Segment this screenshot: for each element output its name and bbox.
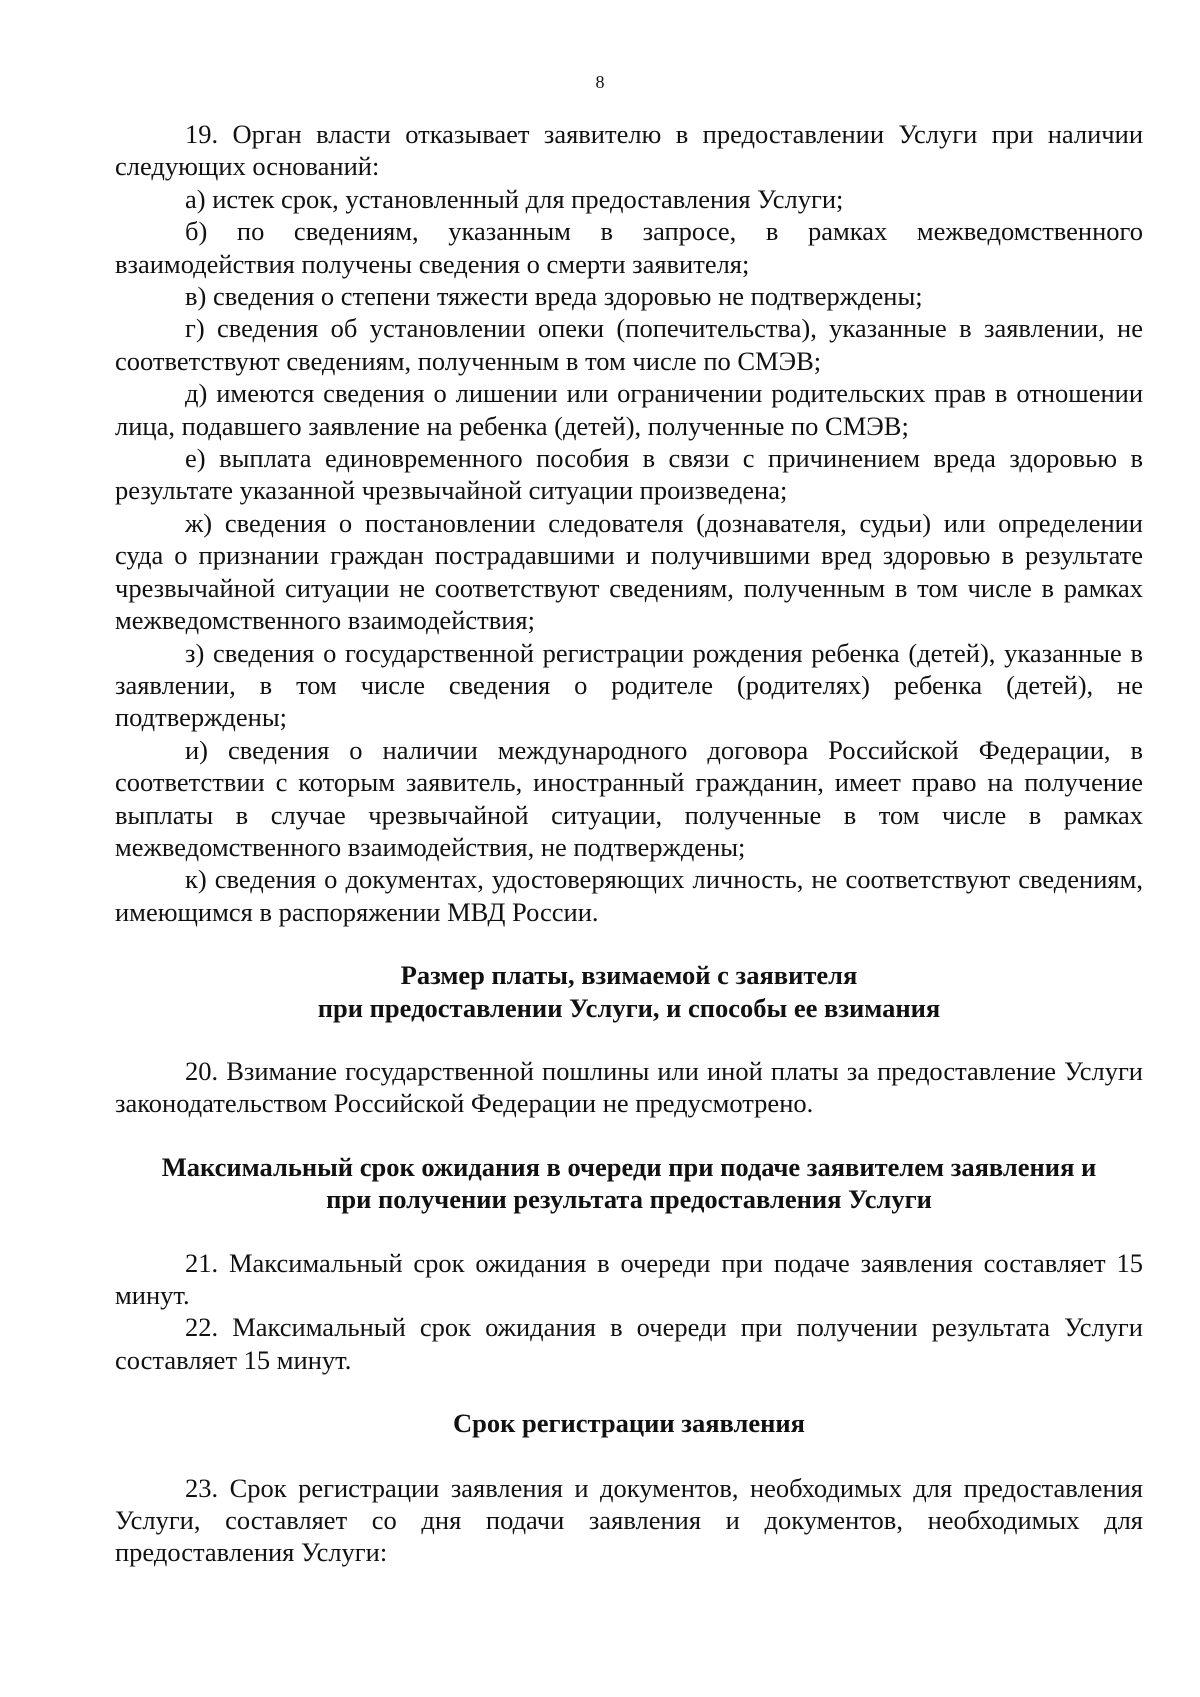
document-body xyxy=(115,118,1143,1569)
paragraph-22: 22. Максимальный срок ожидания в очереди при получении результата Услуги составляет 15 минут. xyxy=(115,1312,1143,1375)
list-item-z: з) сведения о государственной регистрации рождения ребенка (детей), указанные в заявлении, в том числе сведения о родителе (родителях) ребенка (детей), не подтверждены; xyxy=(115,637,1143,733)
list-item-g: г) сведения об установлении опеки (попечительства), указанные в заявлении, не соответствуют сведениям, полученным в том числе по СМЭВ; xyxy=(115,313,1143,376)
list-item-i: и) сведения о наличии международного договора Российской Федерации, в соответствии с которым заявитель, иностранный гражданин, имеет право на получение выплаты в случае чрезвычайной ситуации, полученные в том числе в рамках межведомственного взаимодействия, не подтверждены; xyxy=(115,734,1143,862)
section-heading-queue-line-1: Максимальный срок ожидания в очереди при подаче заявителем заявления и xyxy=(161,1151,1097,1182)
list-item-zh: ж) сведения о постановлении следователя (дознавателя, судьи) или определении суда о признании граждан пострадавшими и получившими вред здоровью в результате чрезвычайной ситуации не соответствуют сведениям, полученным в том числе в рамках межведомственного взаимодействия; xyxy=(115,507,1143,636)
section-heading-fee-line-2: при предоставлении Услуги, и способы ее взимания xyxy=(317,992,941,1023)
section-heading-queue xyxy=(115,1151,1143,1216)
paragraph-19: 19. Орган власти отказывает заявителю в предоставлении Услуги при наличии следующих оснований: xyxy=(115,119,1143,182)
list-item-k: к) сведения о документах, удостоверяющих личность, не соответствуют сведениям, имеющимся в распоряжении МВД России. xyxy=(115,864,1143,927)
section-heading-fee xyxy=(115,959,1143,1024)
list-item-a: а) истек срок, установленный для предоставления Услуги; xyxy=(185,183,844,214)
section-heading-fee-line-1: Размер платы, взимаемой с заявителя xyxy=(400,960,858,991)
list-item-d: д) имеются сведения о лишении или ограничении родительских прав в отношении лица, подавшего заявление на ребенка (детей), полученные по СМЭВ; xyxy=(115,378,1143,441)
list-item-v: в) сведения о степени тяжести вреда здоровью не подтверждены; xyxy=(185,281,923,312)
list-item-b: б) по сведениям, указанным в запросе, в рамках межведомственного взаимодействия получены сведения о смерти заявителя; xyxy=(115,216,1143,279)
paragraph-20: 20. Взимание государственной пошлины или иной платы за предоставление Услуги законодательством Российской Федерации не предусмотрено. xyxy=(115,1055,1143,1119)
section-heading-queue-line-2: при получении результата предоставления Услуги xyxy=(326,1184,932,1215)
paragraph-23: 23. Срок регистрации заявления и документов, необходимых для предоставления Услуги, составляет со дня подачи заявления и документов, необходимых для предоставления Услуги: xyxy=(115,1472,1143,1568)
paragraph-21: 21. Максимальный срок ожидания в очереди при подаче заявления составляет 15 минут. xyxy=(115,1247,1143,1310)
section-heading-registration: Срок регистрации заявления xyxy=(452,1408,806,1439)
list-item-e: е) выплата единовременного пособия в связи с причинением вреда здоровью в результате указанной чрезвычайной ситуации произведена; xyxy=(115,443,1143,506)
page-number: 8 xyxy=(595,72,605,92)
